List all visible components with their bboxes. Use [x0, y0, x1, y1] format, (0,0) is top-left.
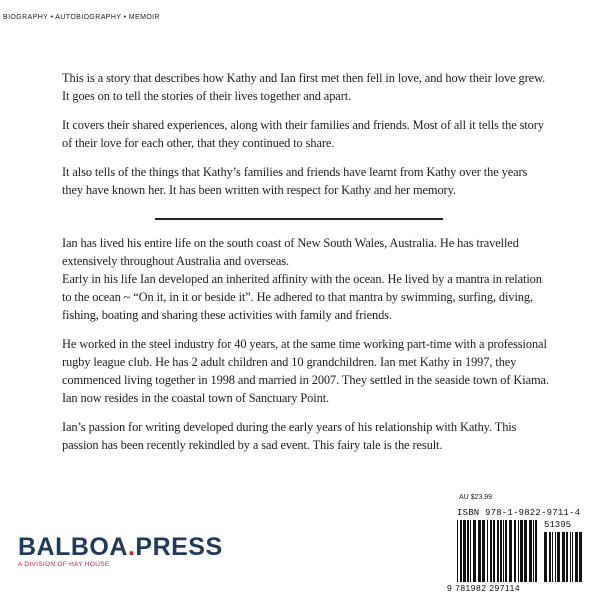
bio-paragraph: Ian’s passion for writing developed during the early years of his relationship with Kathy. This passion has been recently rekindled by a sad event. This fairy tale is the result.: [62, 420, 517, 452]
publisher-name-part2: PRESS: [135, 533, 223, 561]
addon-barcode-bars: [544, 532, 584, 582]
publisher-subtitle: A DIVISION OF HAY HOUSE: [18, 561, 110, 568]
isbn-barcode: [441, 506, 597, 594]
section-divider: [155, 218, 443, 220]
synopsis-paragraph: It covers their shared experiences, along with their families and friends. Most of all it tells the story of their love for each other, that they continued to share.: [62, 118, 544, 150]
addon-number: 51395: [544, 520, 572, 530]
isbn-label: ISBN 978-1-9822-9711-4: [457, 508, 581, 518]
ean-number: 9 781982 297114: [447, 583, 521, 593]
publisher-name: [18, 533, 223, 561]
synopsis-block: [62, 69, 550, 210]
bio-paragraph: Ian has lived his entire life on the south coast of New South Wales, Australia. He has travelled extensively throughout Australia and overseas.: [62, 236, 519, 268]
publisher-name-part1: BALBOA: [18, 533, 128, 561]
bio-paragraph: Early in his life Ian developed an inherited affinity with the ocean. He lived by a mantra in relation to the ocean ~ “On it, in it or beside it”. He adhered to that mantra by swimming, surfing, diving, fishing, boating and sharing these activities with family and friends.: [62, 272, 542, 322]
publisher-name-dot: .: [127, 533, 136, 561]
genre-label: BIOGRAPHY • AUTOBIOGRAPHY • MEMOIR: [3, 14, 160, 21]
synopsis-paragraph: This is a story that describes how Kathy and Ian first met then fell in love, and how their love grew. It goes on to tell the stories of their lives together and apart.: [62, 71, 546, 103]
bio-paragraph: He worked in the steel industry for 40 years, at the same time working part-time with a professional rugby league club. He has 2 adult children and 10 grandchildren. Ian met Kathy in 1997, they commenced living together in 1998 and married in 2007. They settled in the seaside town of Kiama. Ian now resides in the coastal town of Sanctuary Point.: [62, 337, 549, 405]
ean-barcode-bars: [457, 520, 539, 582]
synopsis-paragraph: It also tells of the things that Kathy’s families and friends have learnt from Kathy over the years they have known her. It has been written with respect for Kathy and her memory.: [62, 165, 528, 197]
price-label: AU $23.99: [459, 494, 493, 501]
publisher-logo: [18, 533, 223, 568]
author-bio-block: [62, 234, 550, 465]
